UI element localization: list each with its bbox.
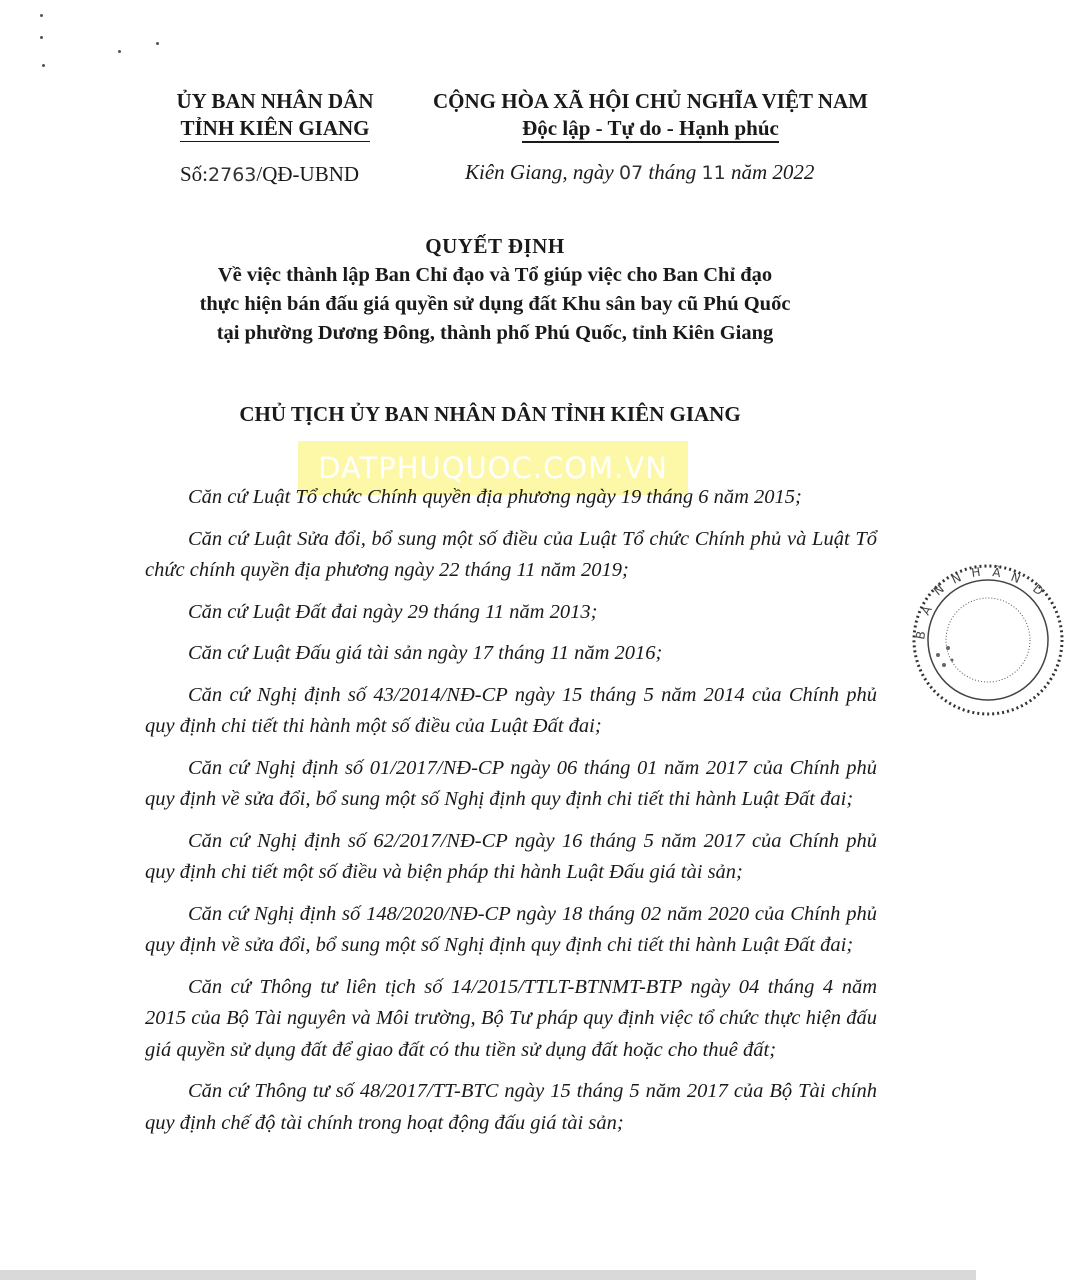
authority-line-1: ỦY BAN NHÂN DÂN	[176, 89, 374, 113]
svg-text:D: D	[1030, 581, 1047, 599]
national-header	[408, 88, 893, 143]
svg-text:N: N	[930, 581, 947, 599]
date-month: 11	[701, 162, 726, 184]
basis-item: Căn cứ Luật Tổ chức Chính quyền địa phương ngày 19 tháng 6 năm 2015;	[188, 486, 802, 508]
basis-item: Căn cứ Thông tư liên tịch số 14/2015/TTLT-BTNMT-BTP ngày 04 tháng 4 năm 2015 của Bộ Tài nguyên và Môi trường, Bộ Tư pháp quy định việc tổ chức thực hiện đấu giá quyền sử dụng đất để giao đất có thu tiền sử dụng đất hoặc cho thuê đất;	[145, 975, 877, 1061]
issuing-authority	[140, 88, 410, 142]
basis-item: Căn cứ Thông tư số 48/2017/TT-BTC ngày 15 tháng 5 năm 2017 của Bộ Tài chính quy định chế độ tài chính trong hoạt động đấu giá tài sản;	[145, 1080, 877, 1134]
svg-text:B: B	[913, 629, 929, 641]
document-number	[180, 162, 359, 187]
seal-text-arc	[913, 564, 1046, 640]
decision-heading: QUYẾT ĐỊNH	[425, 234, 565, 258]
document-date	[465, 160, 814, 185]
decision-subject-line-3: tại phường Dương Đông, thành phố Phú Quốc, tỉnh Kiên Giang	[216, 322, 774, 344]
legal-basis	[145, 482, 877, 1149]
authority-line-2: TỈNH KIÊN GIANG	[180, 116, 370, 140]
doc-number-handwritten: 2763	[208, 164, 257, 186]
basis-item: Căn cứ Luật Đất đai ngày 29 tháng 11 năm 2013;	[188, 600, 598, 623]
basis-item: Căn cứ Nghị định số 43/2014/NĐ-CP ngày 15 tháng 5 năm 2014 của Chính phủ quy định chi tiết thi hành một số điều của Luật Đất đai;	[145, 683, 877, 737]
doc-number-suffix: /QĐ-UBND	[256, 162, 360, 186]
date-place: Kiên Giang, ngày	[465, 160, 619, 184]
svg-text:A: A	[918, 603, 935, 618]
date-month-label: tháng	[643, 160, 702, 184]
basis-item: Căn cứ Luật Sửa đổi, bổ sung một số điều của Luật Tổ chức Chính phủ và Luật Tổ chức chính quyền địa phương ngày 22 tháng 11 năm 2019;	[145, 527, 877, 581]
decision-subject-line-2: thực hiện bán đấu giá quyền sử dụng đất Khu sân bay cũ Phú Quốc	[199, 293, 791, 315]
seal-emblem	[936, 646, 954, 667]
basis-item: Căn cứ Luật Đấu giá tài sản ngày 17 tháng 11 năm 2016;	[188, 642, 663, 664]
national-motto: Độc lập - Tự do - Hạnh phúc	[522, 115, 779, 143]
svg-text:Â: Â	[991, 565, 1002, 581]
basis-item: Căn cứ Nghị định số 148/2020/NĐ-CP ngày 18 tháng 02 năm 2020 của Chính phủ quy định về sửa đổi, bổ sung một số Nghị định quy định chi tiết thi hành Luật Đất đai;	[145, 902, 877, 956]
svg-text:N: N	[1008, 569, 1023, 587]
watermark-text: DATPHUQUOC.COM.VN	[318, 451, 668, 485]
decision-title	[130, 232, 860, 348]
decision-subject-line-1: Về việc thành lập Ban Chỉ đạo và Tổ giúp việc cho Ban Chỉ đạo	[217, 264, 773, 286]
doc-number-prefix: Số:	[180, 162, 209, 186]
basis-item: Căn cứ Nghị định số 62/2017/NĐ-CP ngày 16 tháng 5 năm 2017 của Chính phủ quy định chi tiết một số điều và biện pháp thi hành Luật Đấu giá tài sản;	[145, 829, 877, 883]
svg-text:N: N	[949, 570, 964, 587]
date-year: năm 2022	[725, 160, 815, 184]
date-day: 07	[618, 162, 644, 184]
scan-bottom-edge	[0, 1270, 976, 1280]
national-title: CỘNG HÒA XÃ HỘI CHỦ NGHĨA VIỆT NAM	[432, 89, 869, 113]
official-seal-stamp	[908, 560, 1068, 720]
basis-item: Căn cứ Nghị định số 01/2017/NĐ-CP ngày 06 tháng 01 năm 2017 của Chính phủ quy định về sửa đổi, bổ sung một số Nghị định quy định chi tiết thi hành Luật Đất đai;	[145, 756, 877, 810]
svg-text:H: H	[970, 564, 982, 580]
issuer-heading: CHỦ TỊCH ỦY BAN NHÂN DÂN TỈNH KIÊN GIANG	[239, 402, 741, 426]
